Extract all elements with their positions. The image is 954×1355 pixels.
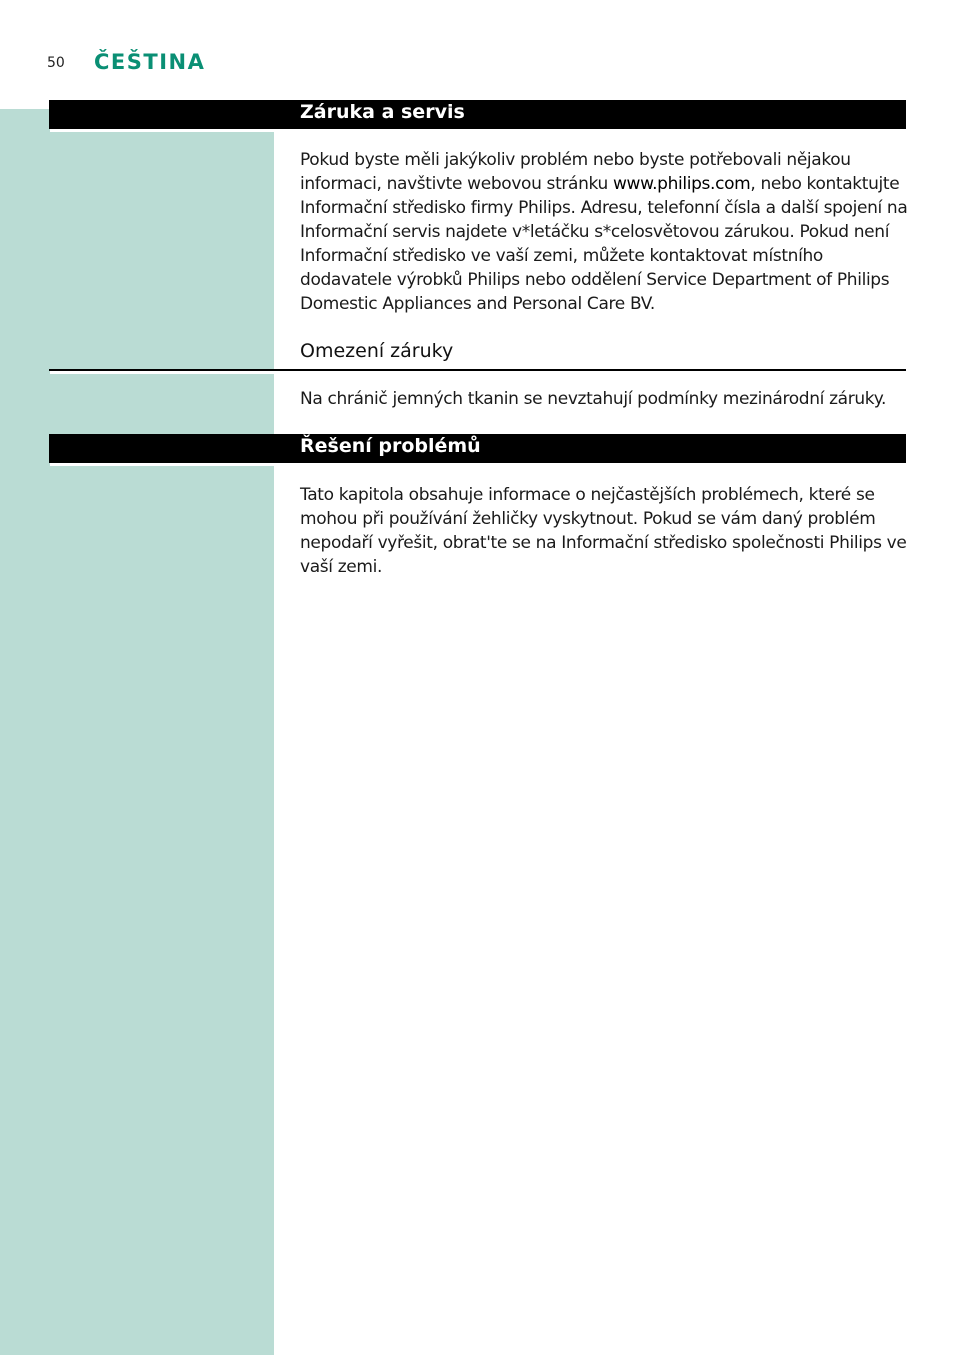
divider-gap <box>50 129 274 132</box>
warranty-restrictions-paragraph: Na chránič jemných tkanin se nevztahují podmínky mezinárodní záruky. <box>300 389 887 409</box>
warranty-paragraph <box>300 148 910 316</box>
sidebar-panel <box>0 109 274 1355</box>
section-heading-bar-troubleshooting <box>49 434 906 463</box>
page-number: 50 <box>47 55 65 71</box>
warranty-text-end: , nebo kontaktujte Informační středisko firmy Philips. Adresu, telefonní čísla a další spojení na Informační servis najdete v*letáčku s*celosvětovou zárukou. Pokud není Informační středisko ve vaší zemi, můžete kontaktovat místního dodavatele výrobků Philips nebo oddělení Service Department of Philips Domestic Appliances and Personal Care BV. <box>300 174 908 314</box>
language-title: ČEŠTINA <box>94 50 206 74</box>
section-heading-bar-warranty <box>49 100 906 129</box>
warranty-text-start: Pokud byste měli jakýkoliv problém nebo byste potřebovali nějakou informaci, navštivte webovou stránku <box>300 150 851 194</box>
divider-gap <box>50 371 274 374</box>
troubleshooting-paragraph: Tato kapitola obsahuje informace o nejčastějších problémech, které se mohou při používání žehličky vyskytnout. Pokud se vám daný problém nepodaří vyřešit, obrat'te se na Informační středisko společnosti Philips ve vaší zemi. <box>300 485 907 577</box>
section-heading-warranty: Záruka a servis <box>300 101 465 123</box>
divider-gap <box>50 463 274 466</box>
warranty-restrictions-heading: Omezení záruky <box>300 340 454 362</box>
section-heading-troubleshooting: Řešení problémů <box>300 435 481 457</box>
philips-website-link[interactable]: www.philips.com <box>612 174 751 194</box>
